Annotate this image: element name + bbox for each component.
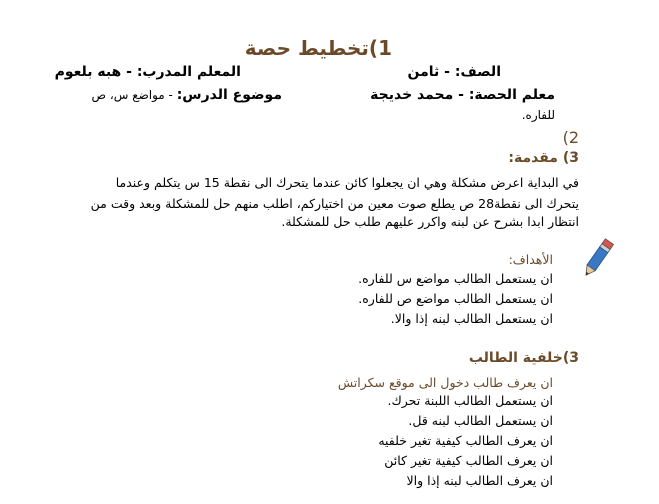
background-item: ان يستعمل الطالب اللبنة تحرك. [387, 393, 553, 408]
intro-line-3: انتظار ابدا بشرح عن لبنه واكرر عليهم طلب حل للمشكلة. [281, 214, 579, 229]
goal-item: ان يستعمل الطالب مواضع س للفاره. [358, 271, 553, 286]
pencil-icon [580, 234, 616, 282]
topic-value: - مواضع س، ص [91, 88, 177, 102]
topic-continuation: للفاره. [521, 108, 555, 122]
topic-field [92, 87, 282, 103]
goal-item: ان يستعمل الطالب لبنه إذا والا. [390, 311, 553, 326]
page-title: 1)تخطيط حصة [244, 36, 392, 60]
background-item: ان يعرف الطالب كيفية تغير كائن [384, 453, 553, 468]
intro-heading: 3) مقدمة: [508, 150, 579, 166]
background-item: ان يعرف الطالب كيفية تغير خلفيه [378, 433, 553, 448]
grade-field: الصف: - ثامن [407, 64, 501, 80]
background-subheading: ان يعرف طالب دخول الى موقع سكراتش [337, 375, 553, 390]
goal-item: ان يستعمل الطالب مواضع ص للفاره. [358, 291, 553, 306]
teacher-field: معلم الحصة: - محمد خديجة [370, 87, 555, 103]
topic-label: موضوع الدرس: [176, 87, 282, 103]
section-2-heading: 2) [562, 128, 579, 147]
background-item: ان يستعمل الطالب لبنه قل. [408, 413, 553, 428]
trainer-field: المعلم المدرب: - هبه بلعوم [54, 64, 241, 80]
background-item: ان يعرف الطالب لبنه إذا والا [406, 473, 553, 488]
goals-heading: الأهداف: [508, 252, 553, 267]
intro-line-1: في البداية اعرض مشكلة وهي ان يجعلوا كائن عندما يتحرك الى نقطة 15 س يتكلم وعندما [115, 175, 579, 190]
intro-line-2: يتحرك الى نقطة28 ص يطلع صوت معين من اختياركم، اطلب منهم حل للمشكلة وبعد وقت من [90, 196, 579, 211]
background-heading: 3)خلفية الطالب [468, 350, 579, 366]
